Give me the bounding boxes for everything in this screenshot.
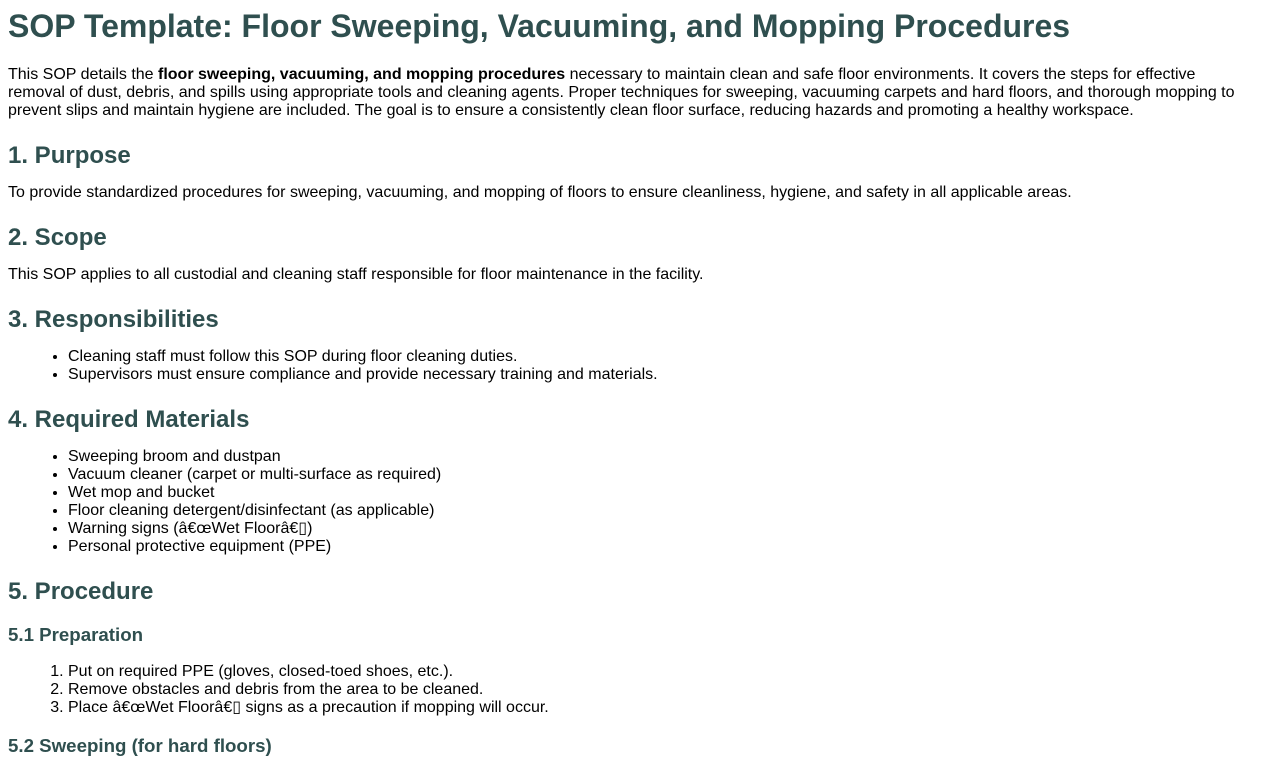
intro-text-end: necessary to maintain clean and safe floor environments. It covers the steps for effective removal of dust, debris, and spills using appropriate tools and cleaning agents. Proper techniques for sweeping, vacuuming carpets and hard floors, and thorough mopping to prevent slips and maintain hygiene are included. The goal is to ensure a consistently clean floor surface, reducing hazards and promoting a healthy workspace. [8,66,1235,119]
document-page [0,8,1263,757]
responsibilities-list [8,348,1255,384]
list-item: • Supervisors must ensure compliance and provide necessary training and materials. [68,366,1255,384]
list-item: 3. Place â€œWet Floorâ€▯ signs as a precaution if mopping will occur. [68,699,1255,717]
preparation-heading: 5.1 Preparation [8,624,144,645]
materials-list [8,448,1255,556]
intro-bold-text: floor sweeping, vacuuming, and mopping procedures [158,66,566,83]
intro-text-start: This SOP details the [8,66,158,83]
materials-heading: 4. Required Materials [8,406,250,433]
list-item: • Wet mop and bucket [68,484,1255,502]
list-item: • Floor cleaning detergent/disinfectant (as applicable) [68,502,1255,520]
list-item: • Cleaning staff must follow this SOP during floor cleaning duties. [68,348,1255,366]
list-item: • Warning signs (â€œWet Floorâ€▯) [68,520,1255,538]
scope-heading: 2. Scope [8,224,107,251]
list-item: 1. Put on required PPE (gloves, closed-toed shoes, etc.). [68,663,1255,681]
preparation-steps [8,663,1255,717]
purpose-text: To provide standardized procedures for sweeping, vacuuming, and mopping of floors to ensure cleanliness, hygiene, and safety in all applicable areas. [8,184,1072,201]
scope-text: This SOP applies to all custodial and cleaning staff responsible for floor maintenance in the facility. [8,266,704,283]
responsibilities-heading: 3. Responsibilities [8,306,219,333]
sweeping-heading: 5.2 Sweeping (for hard floors) [8,735,272,756]
list-item: • Sweeping broom and dustpan [68,448,1255,466]
page-title: SOP Template: Floor Sweeping, Vacuuming, and Mopping Procedures [8,8,1071,44]
list-item: • Personal protective equipment (PPE) [68,538,1255,556]
procedure-heading: 5. Procedure [8,578,154,605]
list-item: • Vacuum cleaner (carpet or multi-surface as required) [68,466,1255,484]
intro-paragraph [8,66,1255,120]
purpose-heading: 1. Purpose [8,142,131,169]
list-item: 2. Remove obstacles and debris from the area to be cleaned. [68,681,1255,699]
